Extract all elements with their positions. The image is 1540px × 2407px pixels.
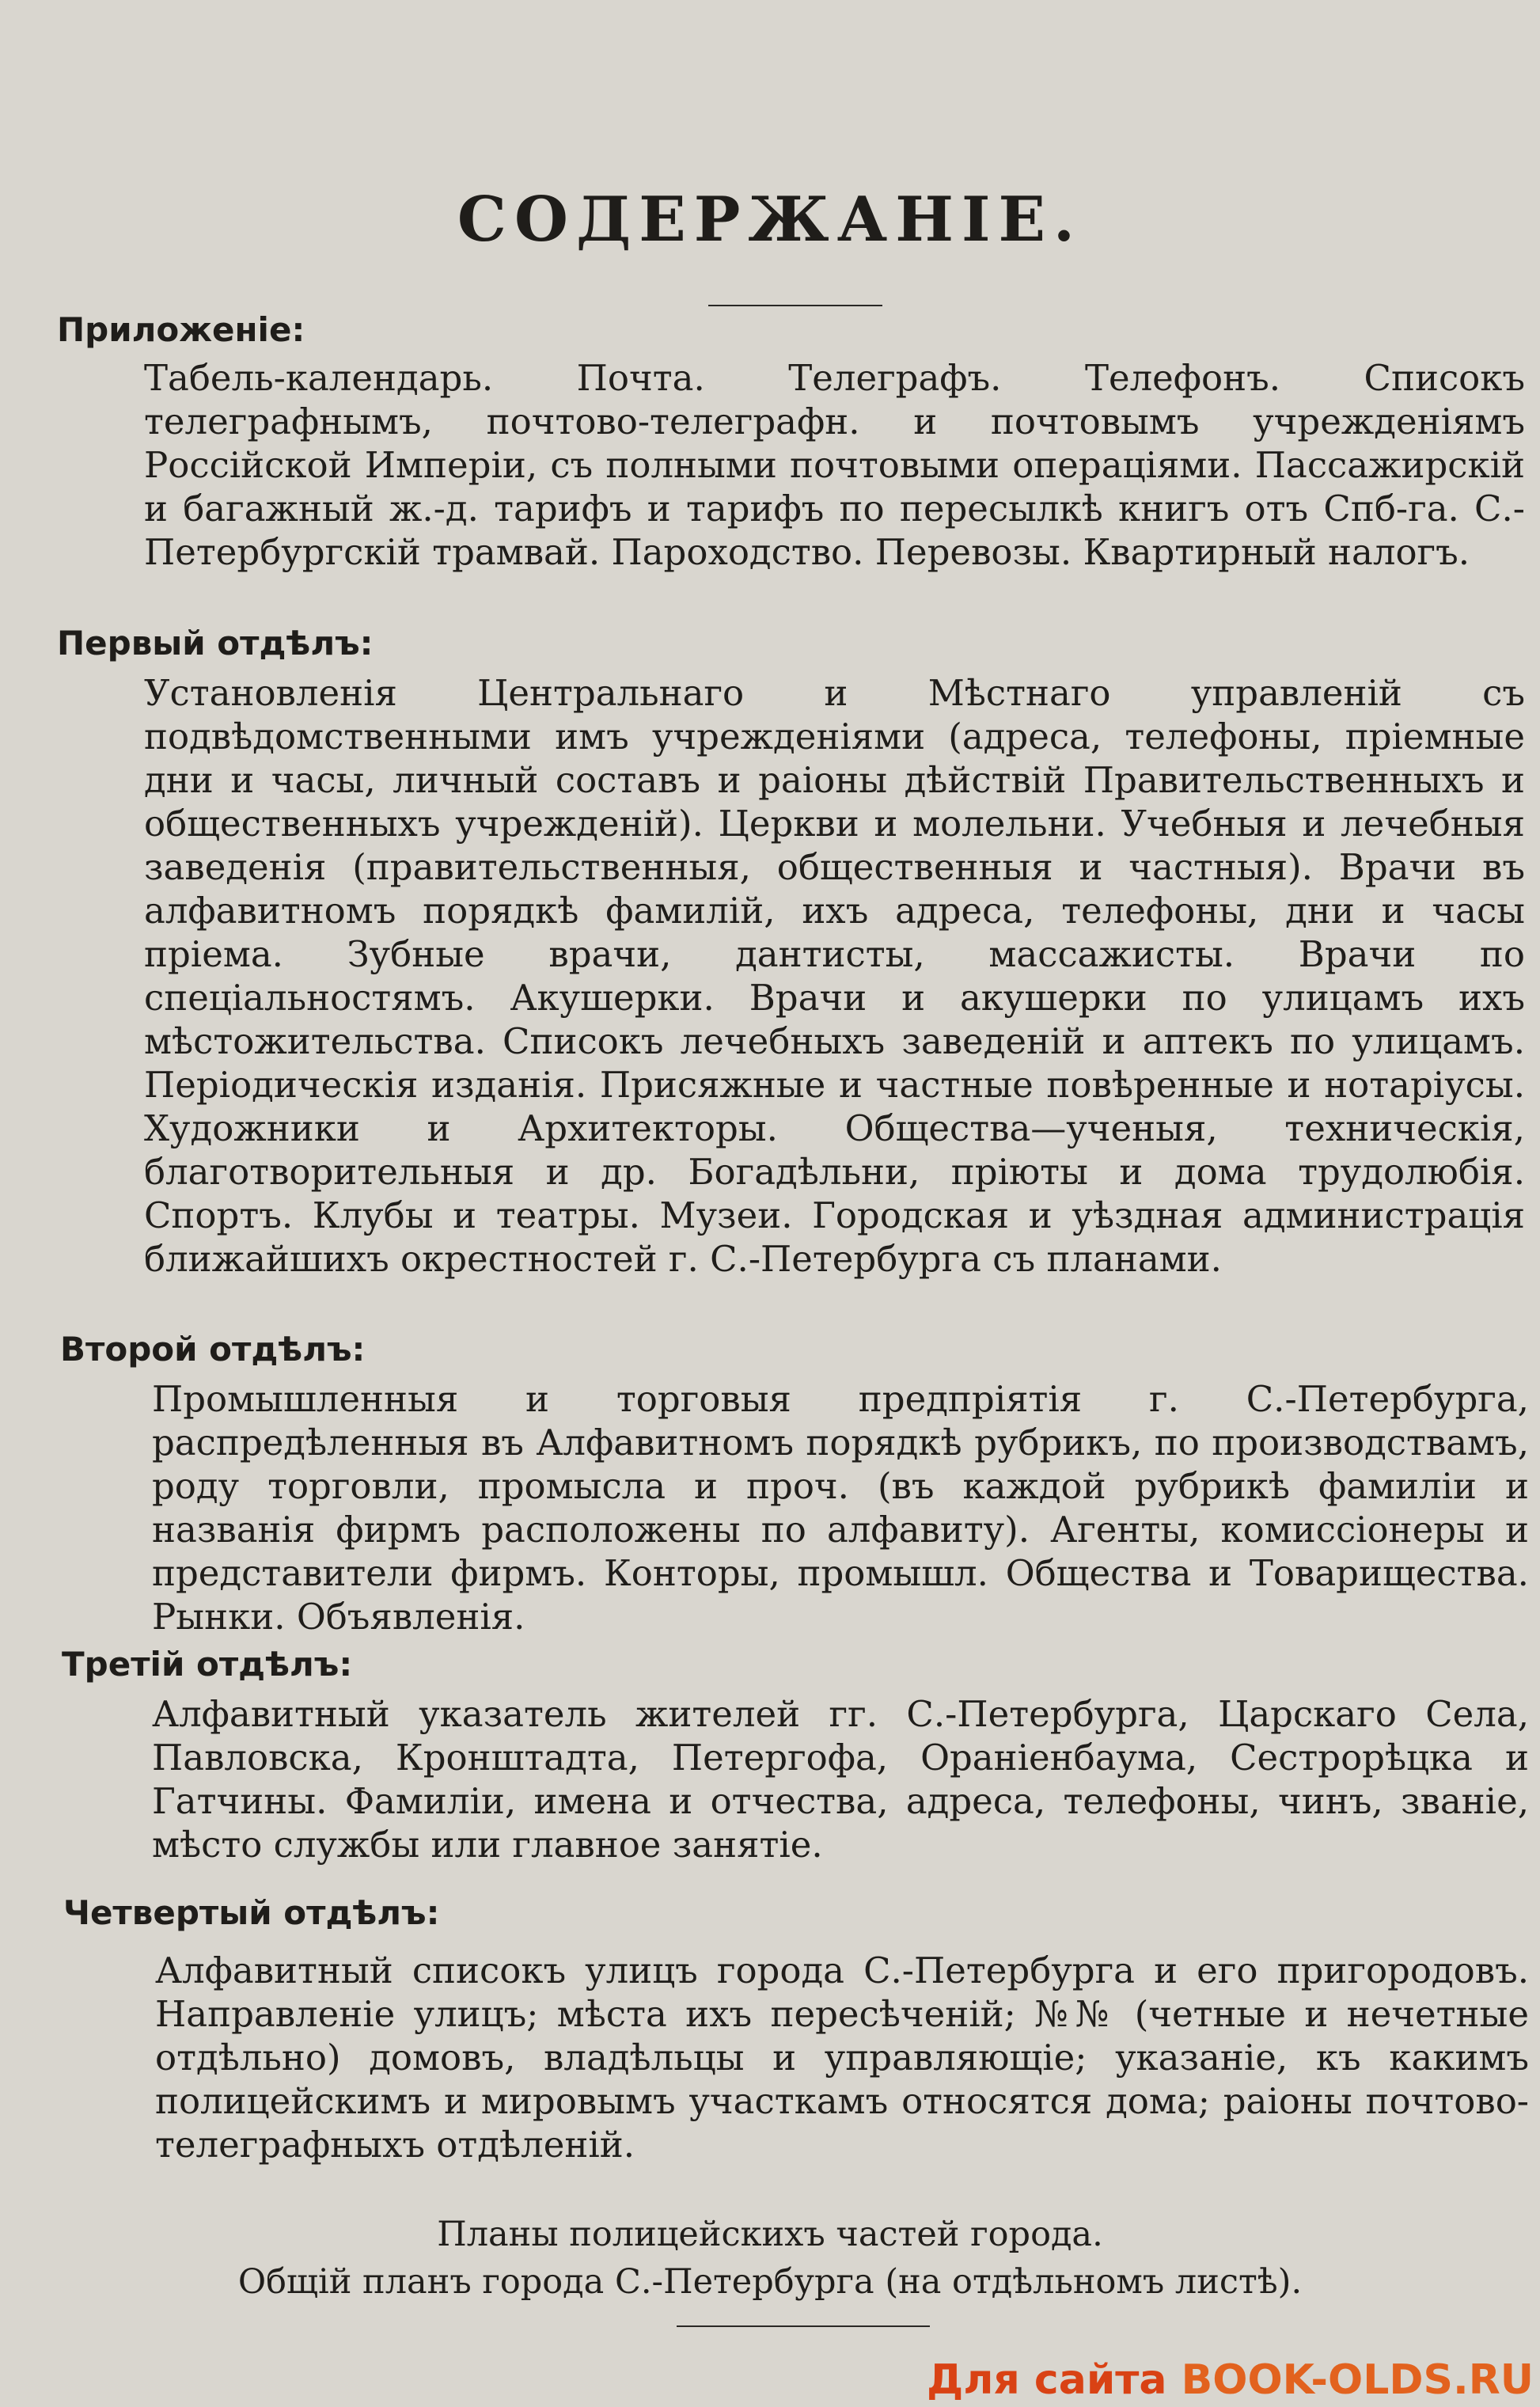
- watermark-site: BOOK-OLDS.RU: [1181, 2356, 1534, 2404]
- footer-city-plan: Общiй планъ города С.-Петербурга (на отдѣльномъ листѣ).: [237, 2262, 1303, 2302]
- footer-divider: [677, 2325, 930, 2327]
- page-title: СОДЕРЖАНIЕ.: [457, 184, 1083, 256]
- section-heading: Четвертый отдѣлъ:: [63, 1893, 440, 1932]
- section-body: Установленiя Центральнаго и Мѣстнаго управленiй съ подвѣдомственными имъ учрежденiями (адреса, телефоны, прiемные дни и часы, личный составъ и раiоны дѣйствiй Правительственныхъ и общественныхъ учрежденiй). Церкви и молельни. Учебныя и лечебныя заведенiя (правительственныя, общественныя и частныя). Врачи въ алфавитномъ порядкѣ фамилiй, ихъ адреса, телефоны, дни и часы прiема. Зубные врачи, дантисты, массажисты. Врачи по спецiальностямъ. Акушерки. Врачи и акушерки по улицамъ ихъ мѣстожительства. Списокъ лечебныхъ заведенiй и аптекъ по улицамъ. Перiодическiя изданiя. Присяжные и частные повѣренные и нотарiусы. Художники и Архитекторы. Общества—ученыя, техническiя, благотворительныя и др. Богадѣльни, прiюты и дома трудолюбiя. Спортъ. Клубы и театры. Музеи. Городская и уѣздная администрацiя ближайшихъ окрестностей г. С.-Петербурга съ планами.: [144, 672, 1525, 1280]
- site-watermark: [927, 2356, 1534, 2404]
- section-body: Алфавитный указатель жителей гг. С.-Петербурга, Царскаго Села, Павловска, Кронштадта, Петергофа, Ораніенбаума, Сестрорѣцка и Гатчины. Фамилiи, имена и отчества, адреса, телефоны, чинъ, званiе, мѣсто службы или главное занятiе.: [152, 1693, 1529, 1866]
- section-heading: Второй отдѣлъ:: [60, 1330, 366, 1369]
- section-heading: Первый отдѣлъ:: [57, 624, 374, 662]
- footer-police-plans: Планы полицейскихъ частей города.: [437, 2215, 1103, 2254]
- section-body: Табель-календарь. Почта. Телеграфъ. Телефонъ. Списокъ телеграфнымъ, почтово-телеграфн. и почтовымъ учрежденiямъ Россiйской Имперiи, съ полными почтовыми операцiями. Пассажирскiй и багажный ж.-д. тарифъ и тарифъ по пересылкѣ книгъ отъ Спб-га. С.-Петербургскiй трамвай. Пароходство. Перевозы. Квартирный налогъ.: [144, 357, 1525, 573]
- section-body: Промышленныя и торговыя предпрiятiя г. С.-Петербурга, распредѣленныя въ Алфавитномъ порядкѣ рубрикъ, по производствамъ, роду торговли, промысла и проч. (въ каждой рубрикѣ фамилiи и названiя фирмъ расположены по алфавиту). Агенты, комиссiонеры и представители фирмъ. Конторы, промышл. Общества и Товарищества. Рынки. Объявленiя.: [152, 1378, 1529, 1638]
- section-body: Алфавитный списокъ улицъ города С.-Петербурга и его пригородовъ. Направленiе улицъ; мѣста ихъ пересѣченiй; №№ (четные и нечетные отдѣльно) домовъ, владѣльцы и управляющiе; указанiе, къ какимъ полицейскимъ и мировымъ участкамъ относятся дома; раiоны почтово-телеграфныхъ отдѣленiй.: [155, 1950, 1529, 2166]
- section-heading: Третiй отдѣлъ:: [62, 1645, 353, 1684]
- section-heading: Приложенie:: [57, 310, 305, 349]
- watermark-prefix: Для сайта: [927, 2356, 1182, 2404]
- title-divider: [708, 305, 882, 306]
